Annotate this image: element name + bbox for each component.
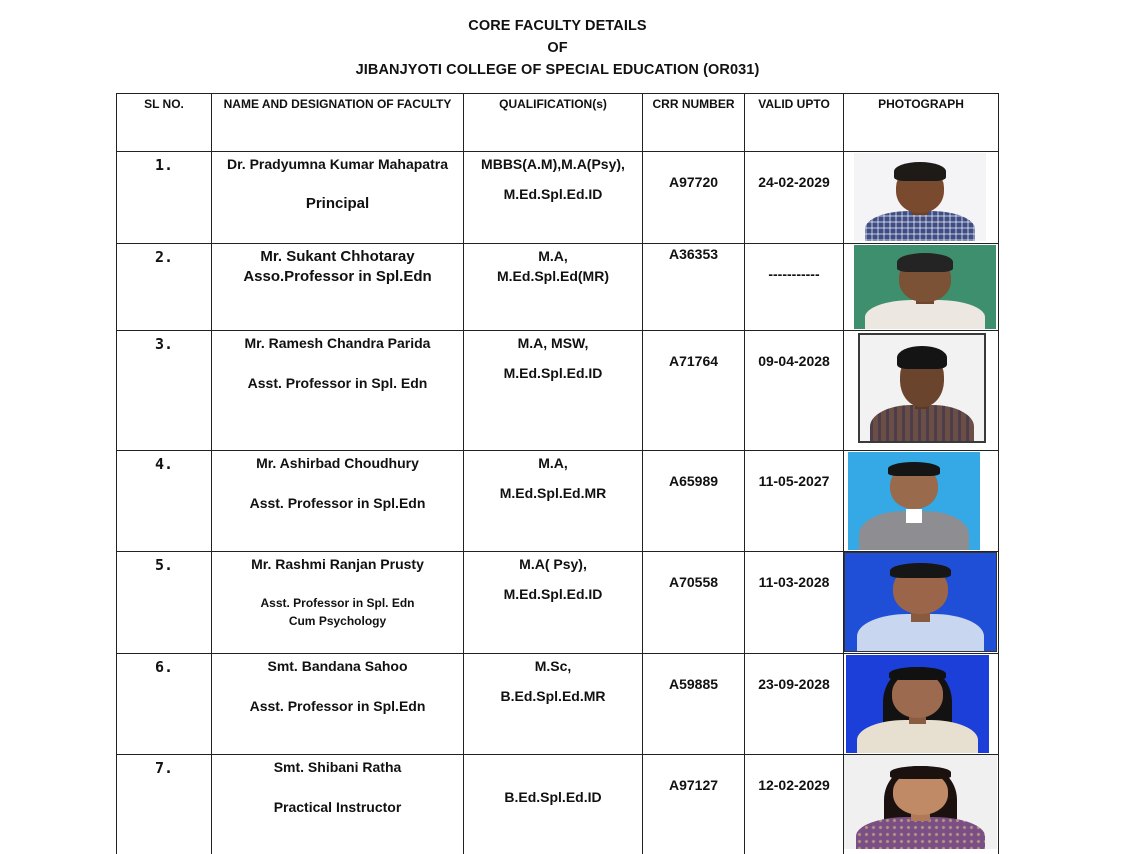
name-cell — [212, 552, 464, 654]
header-of: OF — [547, 40, 568, 56]
qualification-cell — [464, 451, 643, 552]
qualification-line2: M.Ed.Spl.Ed.ID — [503, 586, 603, 602]
table-row — [117, 244, 999, 331]
qualification-cell — [464, 552, 643, 654]
faculty-table — [116, 93, 999, 854]
name-cell — [212, 331, 464, 451]
qualification-line1: M.A, — [538, 455, 568, 471]
crr-cell: A36353 — [643, 244, 745, 331]
photo-cell — [844, 755, 999, 854]
valid-cell: ----------- — [745, 244, 844, 331]
name-cell — [212, 244, 464, 331]
faculty-designation-extra: Cum Psychology — [288, 614, 387, 628]
qualification-line2: M.Ed.Spl.Ed(MR) — [497, 268, 609, 284]
valid-cell: 24-02-2029 — [745, 152, 844, 244]
faculty-designation: Principal — [305, 195, 370, 212]
qualification-line1: M.Sc, — [534, 658, 572, 674]
photo-cell — [844, 552, 999, 654]
col-header-crr: CRR NUMBER — [643, 94, 745, 152]
document-header — [0, 15, 1115, 81]
qualification-cell — [464, 654, 643, 755]
table-row — [117, 152, 999, 244]
valid-cell: 09-04-2028 — [745, 331, 844, 451]
faculty-designation: Asst. Professor in Spl.Edn — [249, 495, 426, 511]
photo-cell — [844, 654, 999, 755]
name-cell — [212, 152, 464, 244]
table-row — [117, 654, 999, 755]
faculty-photo — [854, 245, 996, 329]
faculty-photo — [844, 755, 997, 849]
faculty-designation: Asst. Professor in Spl.Edn — [249, 698, 426, 714]
faculty-name: Smt. Shibani Ratha — [273, 759, 402, 775]
qualification-cell — [464, 331, 643, 451]
photo-cell — [844, 244, 999, 331]
qualification-cell — [464, 244, 643, 331]
table-row — [117, 755, 999, 854]
faculty-name: Smt. Bandana Sahoo — [267, 658, 408, 674]
qualification-line2: M.Ed.Spl.Ed.ID — [503, 365, 603, 381]
header-title: CORE FACULTY DETAILS — [468, 18, 647, 34]
header-college: JIBANJYOTI COLLEGE OF SPECIAL EDUCATION (OR031) — [355, 62, 760, 78]
qualification-line1: M.A, — [538, 248, 568, 264]
sl-cell: 2. — [117, 244, 212, 331]
sl-cell: 7. — [117, 755, 212, 854]
photo-cell — [844, 331, 999, 451]
faculty-photo — [858, 333, 986, 443]
crr-cell: A97127 — [643, 755, 745, 854]
col-header-sl: SL NO. — [117, 94, 212, 152]
faculty-name: Dr. Pradyumna Kumar Mahapatra — [227, 156, 448, 172]
sl-cell: 6. — [117, 654, 212, 755]
qualification-line2: M.Ed.Spl.Ed.MR — [499, 485, 607, 501]
crr-cell: A71764 — [643, 331, 745, 451]
qualification-line2: B.Ed.Spl.Ed.ID — [504, 789, 602, 805]
col-header-qualification: QUALIFICATION(s) — [464, 94, 643, 152]
faculty-photo — [848, 452, 980, 550]
faculty-name: Mr. Rashmi Ranjan Prusty — [251, 556, 424, 572]
crr-cell: A70558 — [643, 552, 745, 654]
table-row — [117, 552, 999, 654]
faculty-designation: Asst. Professor in Spl. Edn — [247, 375, 428, 391]
table-header-row — [117, 94, 999, 152]
valid-cell: 11-05-2027 — [745, 451, 844, 552]
qualification-cell — [464, 755, 643, 854]
qualification-cell — [464, 152, 643, 244]
faculty-designation: Asst. Professor in Spl. Edn — [260, 596, 415, 610]
faculty-designation: Asso.Professor in Spl.Edn — [243, 268, 432, 285]
faculty-name: Mr. Sukant Chhotaray — [260, 248, 415, 265]
col-header-photo: PHOTOGRAPH — [844, 94, 999, 152]
photo-cell — [844, 152, 999, 244]
table-row — [117, 451, 999, 552]
valid-cell: 11-03-2028 — [745, 552, 844, 654]
col-header-name: NAME AND DESIGNATION OF FACULTY — [212, 94, 464, 152]
photo-cell — [844, 451, 999, 552]
crr-cell: A97720 — [643, 152, 745, 244]
col-header-valid: VALID UPTO — [745, 94, 844, 152]
valid-cell: 23-09-2028 — [745, 654, 844, 755]
crr-cell: A59885 — [643, 654, 745, 755]
sl-cell: 3. — [117, 331, 212, 451]
name-cell — [212, 755, 464, 854]
faculty-photo — [846, 655, 989, 753]
faculty-designation: Practical Instructor — [273, 799, 402, 815]
crr-cell: A65989 — [643, 451, 745, 552]
faculty-photo — [854, 153, 986, 241]
qualification-line1: MBBS(A.M),M.A(Psy), — [481, 156, 625, 172]
faculty-name: Mr. Ashirbad Choudhury — [256, 455, 419, 471]
qualification-line1: M.A, MSW, — [517, 335, 589, 351]
table-row — [117, 331, 999, 451]
qualification-line1: M.A( Psy), — [519, 556, 587, 572]
qualification-line2: B.Ed.Spl.Ed.MR — [500, 688, 606, 704]
sl-cell: 4. — [117, 451, 212, 552]
name-cell — [212, 451, 464, 552]
sl-cell: 5. — [117, 552, 212, 654]
sl-cell: 1. — [117, 152, 212, 244]
faculty-photo — [844, 552, 997, 652]
valid-cell: 12-02-2029 — [745, 755, 844, 854]
qualification-line2: M.Ed.Spl.Ed.ID — [503, 186, 603, 202]
name-cell — [212, 654, 464, 755]
faculty-name: Mr. Ramesh Chandra Parida — [244, 335, 431, 351]
